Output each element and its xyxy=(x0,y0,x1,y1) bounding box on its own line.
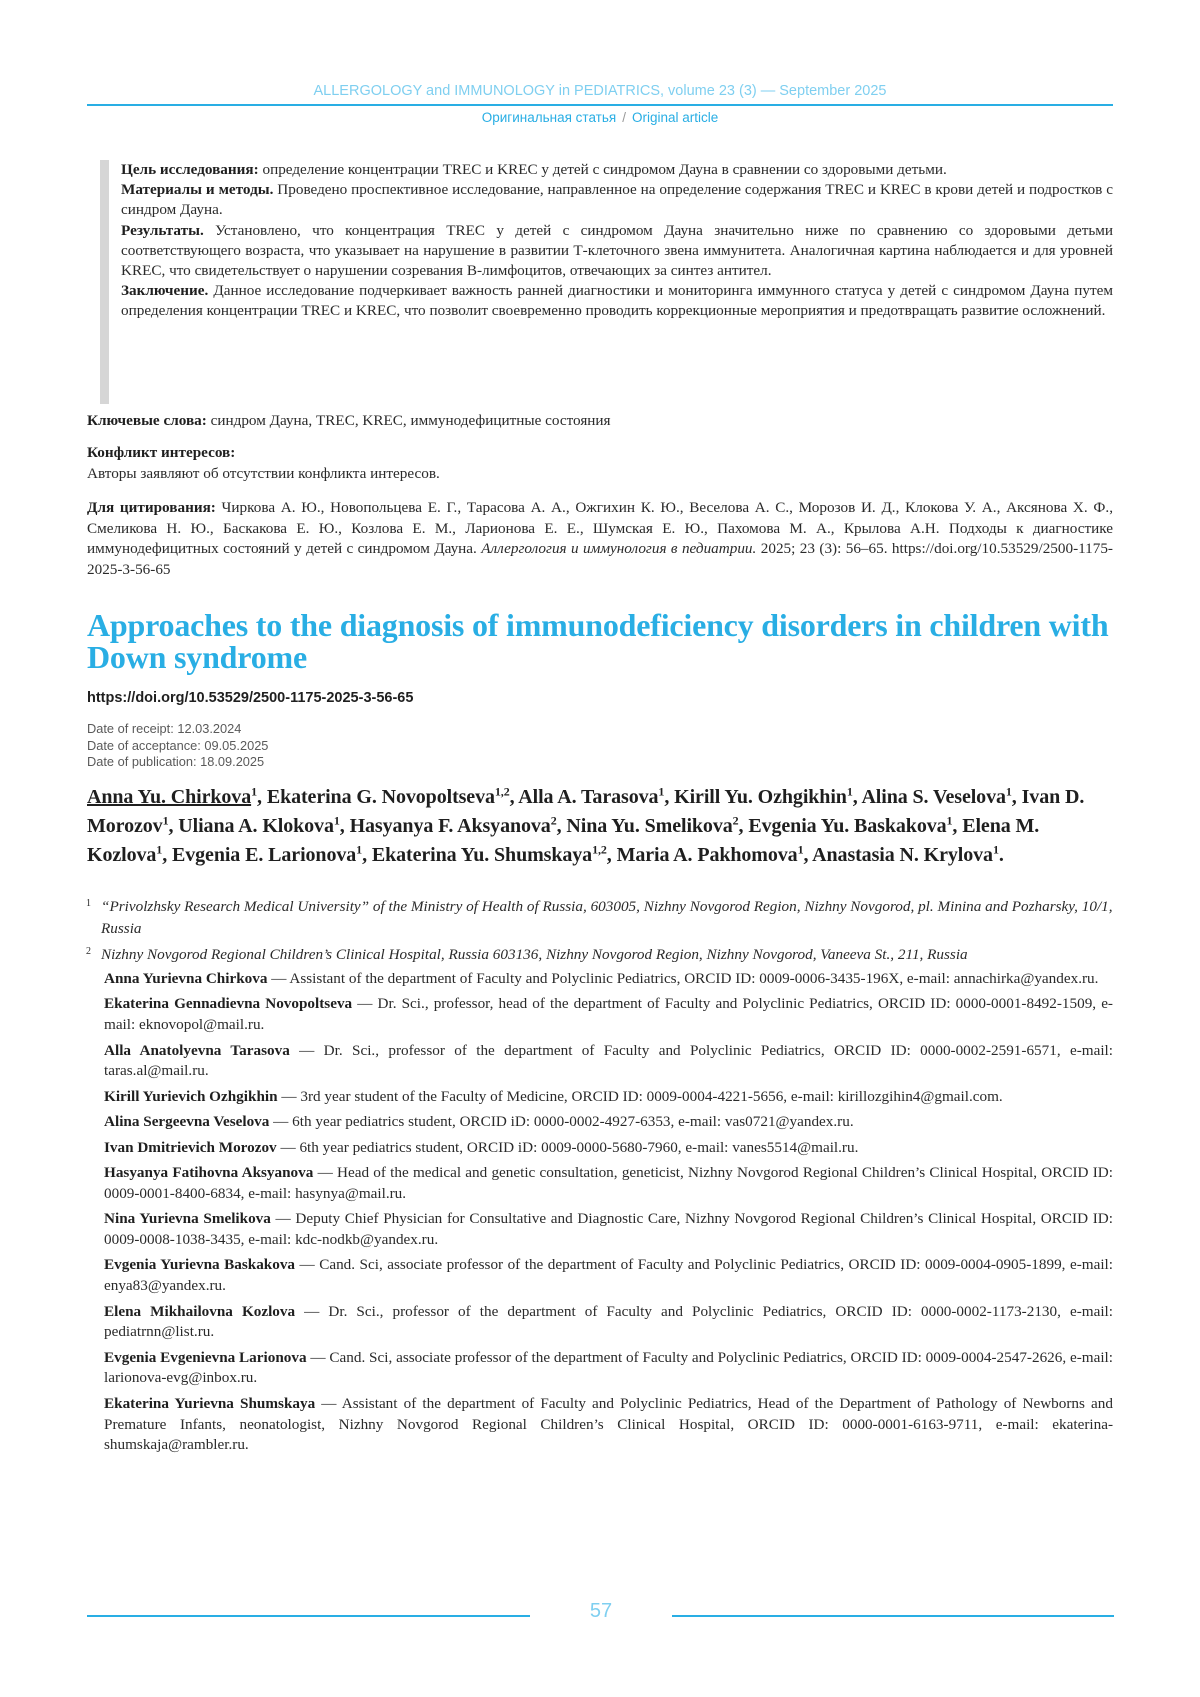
author-bio-text: — Dr. Sci., professor of the department of Faculty and Polyclinic Pediatrics, ORCID ID: 0000-0002-1173-2130, e-mail: pediatrnn@list.ru. xyxy=(104,1302,1113,1341)
abstract-text xyxy=(121,160,1113,322)
author-affiliation-marker: 1 xyxy=(797,842,804,857)
citation-label: Для цитирования: xyxy=(87,499,216,516)
author-name: Alina S. Veselova xyxy=(861,786,1006,808)
author-name: Ekaterina G. Novopoltseva xyxy=(266,786,495,808)
author-bio-text: — Dr. Sci., professor of the department of Faculty and Polyclinic Pediatrics, ORCID ID: 0000-0002-2591-6571, e-mail: taras.al@mail.ru. xyxy=(104,1041,1113,1080)
article-dates xyxy=(87,721,268,771)
author-affiliation-marker: 1 xyxy=(992,842,999,857)
conflict-of-interest xyxy=(87,443,1113,484)
author-separator: , xyxy=(852,786,862,808)
author-bios xyxy=(104,969,1113,1461)
date-publication: Date of publication: 18.09.2025 xyxy=(87,754,265,770)
abstract-results-text: Установлено, что концентрация TREC у детей с синдромом Дауна значительно ниже по сравнению со здоровыми детьми соответствующего возраста, что указывает на нарушение в развитии Т-клеточного звена иммунитета. Аналогичная картина наблюдается и для уровней KREC, что свидетельствует о нарушении созревания В-лимфоцитов, отвечающих за синтез антител. xyxy=(121,221,1113,280)
author-name: Evgenia E. Larionova xyxy=(172,844,357,866)
citation xyxy=(87,498,1113,580)
author-affiliation-marker: 1 xyxy=(946,813,953,828)
abstract-methods-text: Проведено проспективное исследование, направленное на определение содержания TREC и KREC в крови детей и подростков с синдром Дауна. xyxy=(121,181,1113,219)
author-bio-text: — Cand. Sci, associate professor of the department of Faculty and Polyclinic Pediatrics, ORCID ID: 0009-0004-2547-2626, e-mail: larionova-evg@inbox.ru. xyxy=(104,1348,1113,1387)
author-name: Ivan D. Morozov xyxy=(87,786,1085,837)
keywords xyxy=(87,411,1113,432)
author-bio-name: Evgenia Yurievna Baskakova xyxy=(104,1256,296,1274)
abstract-side-bar xyxy=(100,160,109,404)
author-bio-name: Ekaterina Gennadievna Novopoltseva xyxy=(104,995,353,1013)
author-bio-name: Ekaterina Yurievna Shumskaya xyxy=(104,1394,316,1412)
author-bio xyxy=(104,1041,1113,1083)
article-title: Approaches to the diagnosis of immunodeficiency disorders in children with Down syndrome xyxy=(87,607,1109,675)
affiliation-text: “Privolzhsky Research Medical University” of the Ministry of Health of Russia, 603005, Nizhny Novgorod Region, Nizhny Novgorod, pl. Minina and Pozharsky, 10/1, Russia xyxy=(101,898,1113,937)
footer-rule-left xyxy=(87,1615,530,1617)
author-bio xyxy=(104,1087,1113,1108)
author-bio-name: Elena Mikhailovna Kozlova xyxy=(104,1302,296,1320)
author-separator: , xyxy=(509,786,519,808)
author-bio-text: — Assistant of the department of Faculty and Polyclinic Pediatrics, Head of the Department of Pathology of Newborns and Premature Infants, neonatologist, Nizhny Novgorod Regional Children’s Clinical Hospital, ORCID ID: 0000-0001-6163-9711, e-mail: ekaterina-shumskaja@rambler.ru. xyxy=(104,1394,1113,1454)
author-separator: , xyxy=(1011,786,1022,808)
author-bio xyxy=(104,1255,1113,1297)
author-separator: , xyxy=(952,815,963,837)
article-type-ru: Оригинальная статья xyxy=(481,110,617,125)
author-name: Anastasia N. Krylova xyxy=(812,844,993,866)
author-name: Nina Yu. Smelikova xyxy=(566,815,733,837)
author-separator: , xyxy=(162,844,173,866)
citation-text: Чиркова А. Ю., Новопольцева Е. Г., Тарасова А. А., Ожгихин К. Ю., Веселова А. С., Морозов И. Д., Клокова У. А., Аксянова Х. Ф., Смеликова Н. Ю., Баскакова Е. Ю., Козлова Е. М., Ларионова Е. Е., Шумская Е. Ю., Пахомова М. А., Крылова А.Н. Подходы к диагностике иммунодефицитных состояний у детей с синдромом Дауна. xyxy=(87,499,1113,557)
author-bio-text: — Assistant of the department of Faculty and Polyclinic Pediatrics, ORCID ID: 0009-0006-3435-196X, e-mail: annachirka@yandex.ru. xyxy=(267,970,1099,987)
author-separator: , xyxy=(362,844,372,866)
abstract-conclusion xyxy=(121,281,1113,321)
author-affiliation-marker: 1 xyxy=(251,784,258,799)
author-bio-name: Anna Yurievna Chirkova xyxy=(104,970,268,987)
author-bio xyxy=(104,1112,1113,1133)
footer-rule-right xyxy=(672,1615,1114,1617)
article-type-separator: / xyxy=(622,110,626,125)
abstract-results-label: Результаты. xyxy=(121,221,204,239)
author-affiliation-marker: 1 xyxy=(1005,784,1012,799)
abstract-methods-label: Материалы и методы. xyxy=(121,181,274,199)
author-separator: , xyxy=(664,786,675,808)
header-rule xyxy=(87,104,1113,106)
author-separator: , xyxy=(606,844,617,866)
author-name: Evgenia Yu. Baskakova xyxy=(748,815,947,837)
affiliation-2 xyxy=(86,944,1131,966)
author-bio-text: — Cand. Sci, associate professor of the department of Faculty and Polyclinic Pediatrics, ORCID ID: 0009-0004-0905-1899, e-mail: enya83@yandex.ru. xyxy=(104,1256,1113,1295)
author-bio xyxy=(104,994,1113,1036)
author-bio xyxy=(104,1138,1113,1159)
affiliation-number: 2 xyxy=(86,946,91,957)
author-bio-name: Ivan Dmitrievich Morozov xyxy=(104,1138,277,1156)
author-separator: , xyxy=(339,815,350,837)
author-bio xyxy=(104,1163,1113,1205)
author-bio xyxy=(104,1348,1113,1390)
author-name: Elena M. Kozlova xyxy=(87,815,1040,866)
abstract-methods xyxy=(121,180,1113,220)
author-separator: , xyxy=(803,844,813,866)
author-bio-text: — 3rd year student of the Faculty of Medicine, ORCID ID: 0009-0004-4221-5656, e-mail: kirillozgihin4@gmail.com. xyxy=(277,1087,1003,1105)
affiliation-1 xyxy=(86,896,1131,940)
date-receipt: Date of receipt: 12.03.2024 xyxy=(87,721,242,736)
article-type xyxy=(0,110,1200,125)
author-name: Maria A. Pakhomova xyxy=(616,844,798,866)
author-bio-text: — Dr. Sci., professor, head of the department of Faculty and Polyclinic Pediatrics, ORCID ID: 0000-0001-8492-1509, e-mail: eknovopol@mail.ru. xyxy=(104,995,1113,1034)
author-separator: , xyxy=(168,815,179,837)
abstract-aim-text: определение концентрации TREC и KREC у детей с синдромом Дауна в сравнении со здоровыми детьми. xyxy=(258,161,947,178)
abstract-results xyxy=(121,221,1113,282)
affiliation-number: 1 xyxy=(86,898,91,909)
author-name: Alla A. Tarasova xyxy=(518,786,659,808)
author-bio-text: — Deputy Chief Physician for Consultative and Diagnostic Care, Nizhny Novgorod Regional Children’s Clinical Hospital, ORCID ID: 0009-0008-1038-3435, e-mail: kdc-nodkb@yandex.ru. xyxy=(104,1210,1113,1248)
author-bio xyxy=(104,1209,1113,1251)
author-affiliation-marker: 1 xyxy=(156,842,163,857)
author-name: Kirill Yu. Ozhgikhin xyxy=(674,786,847,808)
citation-journal: Аллергология и иммунология в педиатрии. xyxy=(476,540,757,557)
abstract-conclusion-text: Данное исследование подчеркивает важность ранней диагностики и мониторинга иммунного статуса у детей с синдромом Дауна путем определения концентрации TREC и KREC, что позволит своевременно проводить коррекционные мероприятия и предотвращать развитие осложнений. xyxy=(121,282,1113,320)
author-affiliation-marker: 1 xyxy=(658,784,665,799)
author-separator: , xyxy=(738,815,749,837)
doi-link[interactable]: https://doi.org/10.53529/2500-1175-2025-3-56-65 xyxy=(87,690,414,706)
keywords-label: Ключевые слова: xyxy=(87,412,207,429)
abstract-aim-label: Цель исследования: xyxy=(121,161,259,178)
abstract-conclusion-label: Заключение. xyxy=(121,282,209,300)
author-list xyxy=(87,783,1113,870)
author-name: Hasyanya F. Aksyanova xyxy=(349,815,551,837)
author-affiliation-marker: 1 xyxy=(333,813,340,828)
author-affiliation-marker: 1 xyxy=(846,784,853,799)
conflict-text: Авторы заявляют об отсутствии конфликта интересов. xyxy=(87,464,440,482)
author-affiliation-marker: 1,2 xyxy=(592,842,607,857)
author-name: Ekaterina Yu. Shumskaya xyxy=(371,844,593,866)
keywords-text: синдром Дауна, TREC, KREC, иммунодефицитные состояния xyxy=(206,412,611,429)
author-bio xyxy=(104,969,1113,990)
citation-tail: 2025; 23 (3): 56–65. https://doi.org/10.53529/2500-1175-2025-3-56-65 xyxy=(87,540,1113,578)
author-bio xyxy=(104,1302,1113,1344)
conflict-label: Конфликт интересов: xyxy=(87,444,236,461)
date-acceptance: Date of acceptance: 09.05.2025 xyxy=(87,737,269,753)
author-name: Anna Yu. Chirkova xyxy=(87,786,252,808)
author-name: Uliana A. Klokova xyxy=(178,815,334,837)
author-bio-name: Evgenia Evgenievna Larionova xyxy=(104,1348,307,1366)
author-bio-name: Nina Yurievna Smelikova xyxy=(104,1210,271,1228)
author-bio-name: Alina Sergeevna Veselova xyxy=(104,1113,270,1131)
author-bio-name: Alla Anatolyevna Tarasova xyxy=(104,1041,290,1059)
author-affiliation-marker: 1 xyxy=(356,842,363,857)
author-bio-name: Hasyanya Fatihovna Aksyanova xyxy=(104,1163,314,1181)
author-separator: , xyxy=(556,815,567,837)
author-bio-name: Kirill Yurievich Ozhgikhin xyxy=(104,1087,278,1105)
author-affiliation-marker: 1 xyxy=(162,813,169,828)
article-type-en: Original article xyxy=(631,110,719,125)
author-bio xyxy=(104,1394,1113,1456)
author-separator: . xyxy=(998,844,1004,866)
journal-header: ALLERGOLOGY and IMMUNOLOGY in PEDIATRICS, volume 23 (3) — September 2025 xyxy=(313,83,887,99)
author-affiliation-marker: 2 xyxy=(732,813,739,828)
author-affiliation-marker: 1,2 xyxy=(494,784,510,799)
page-number: 57 xyxy=(589,1600,613,1622)
author-bio-text: — Head of the medical and genetic consultation, geneticist, Nizhny Novgorod Regional Children’s Clinical Hospital, ORCID ID: 0009-0001-8400-6834, e-mail: hasynya@mail.ru. xyxy=(104,1163,1113,1202)
author-bio-text: — 6th year pediatrics student, ORCID iD: 0009-0000-5680-7960, e-mail: vanes5514@mail.ru. xyxy=(276,1138,859,1156)
author-bio-text: — 6th year pediatrics student, ORCID iD: 0000-0002-4927-6353, e-mail: vas0721@yandex.ru. xyxy=(269,1113,854,1131)
affiliation-text: Nizhny Novgorod Regional Children’s Clinical Hospital, Russia 603136, Nizhny Novgorod Region, Nizhny Novgorod, Vaneeva St., 211, Russia xyxy=(101,946,968,963)
author-affiliation-marker: 2 xyxy=(550,813,557,828)
author-separator: , xyxy=(257,786,267,808)
abstract-aim xyxy=(121,160,1113,180)
